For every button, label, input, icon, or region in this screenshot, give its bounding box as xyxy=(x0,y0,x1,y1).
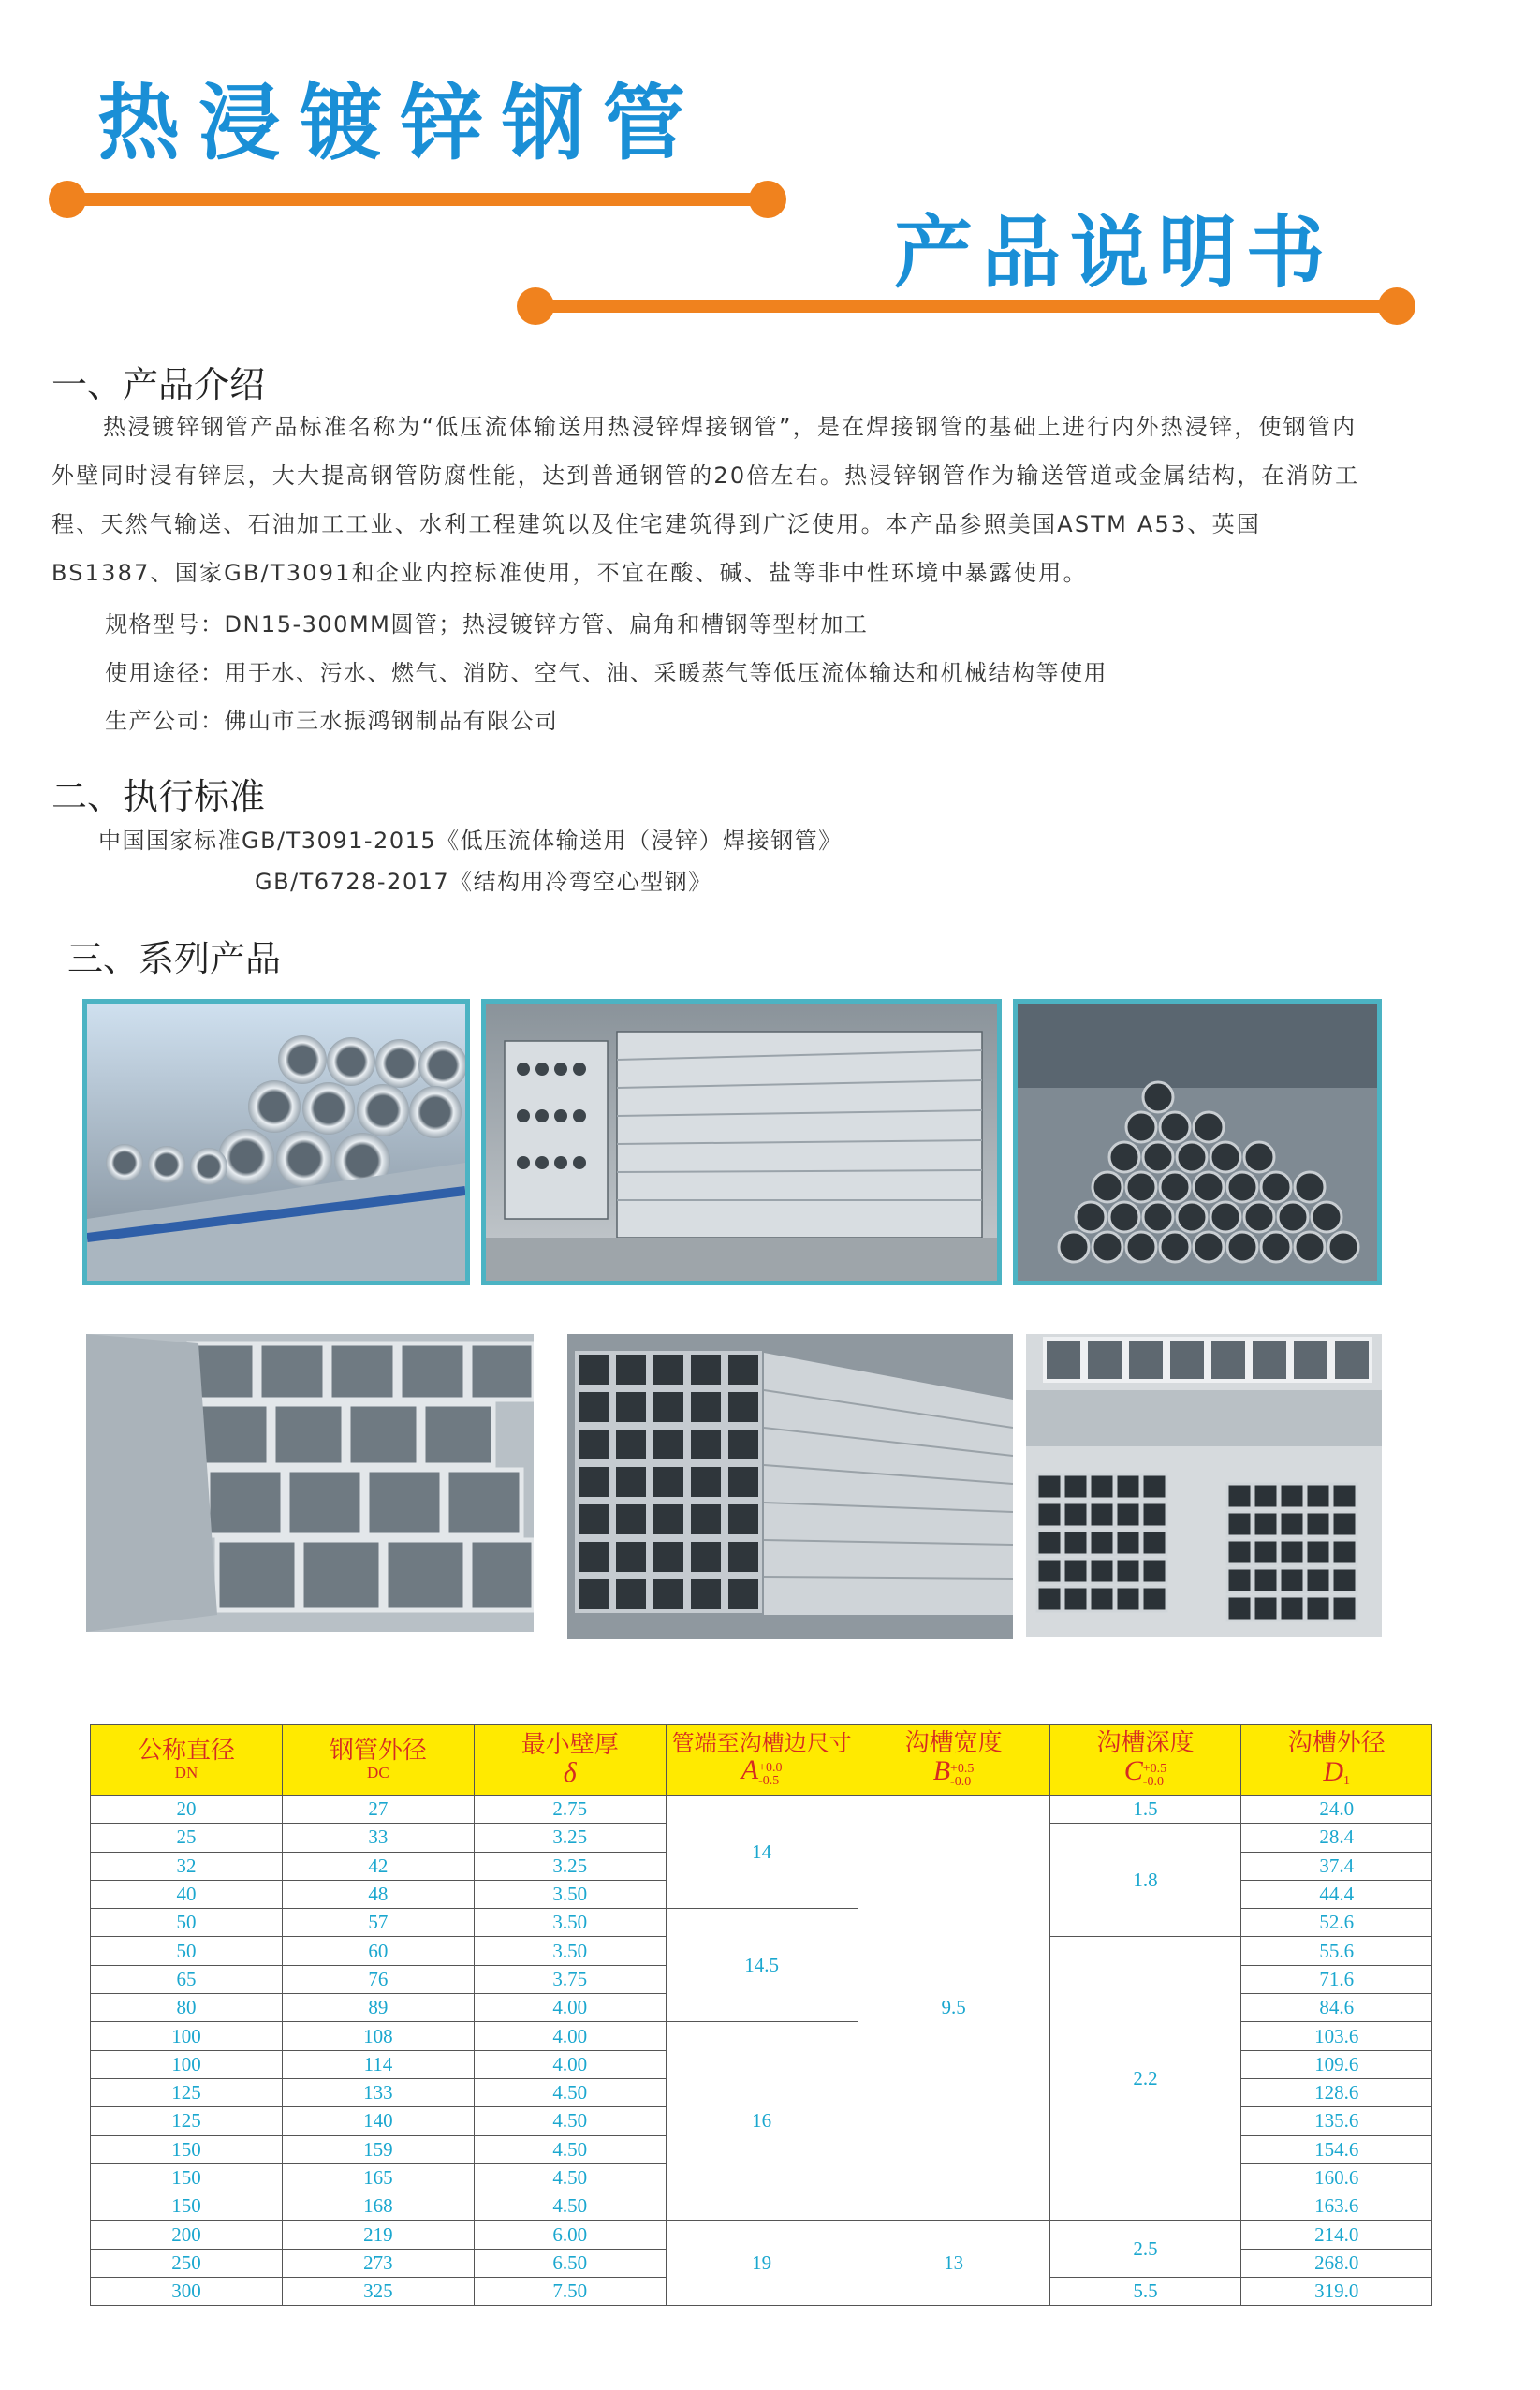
section-heading-standards: 二、执行标准 xyxy=(51,776,266,817)
wall-cell: 4.00 xyxy=(474,1994,666,2022)
wall-cell: 4.50 xyxy=(474,2107,666,2135)
wall-cell: 2.75 xyxy=(474,1796,666,1824)
dc-cell: 89 xyxy=(282,1994,474,2022)
document-title: 热浸镀锌钢管 xyxy=(97,75,705,171)
standard-item: GB/T6728-2017《结构用冷弯空心型钢》 xyxy=(255,869,712,895)
decorative-dot xyxy=(749,181,786,218)
dc-cell: 140 xyxy=(282,2107,474,2135)
wall-cell: 4.50 xyxy=(474,2163,666,2192)
dc-cell: 42 xyxy=(282,1852,474,1880)
c-cell: 2.2 xyxy=(1049,1937,1241,2221)
d1-cell: 214.0 xyxy=(1241,2221,1432,2249)
dc-cell: 57 xyxy=(282,1909,474,1937)
d1-cell: 71.6 xyxy=(1241,1965,1432,1993)
table-row xyxy=(91,1796,1432,1824)
wall-cell: 6.00 xyxy=(474,2221,666,2249)
square-tube-photo xyxy=(86,1334,534,1632)
dn-cell: 150 xyxy=(91,2135,283,2163)
a-cell: 14 xyxy=(666,1796,858,1909)
d1-cell: 103.6 xyxy=(1241,2022,1432,2050)
intro-paragraph: 热浸镀锌钢管产品标准名称为“低压流体输送用热浸锌焊接钢管”，是在焊接钢管的基础上进行内外热浸锌，使钢管内外壁同时浸有锌层，大大提高钢管防腐性能，达到普通钢管的20倍左右。热浸锌钢管作为输送管道或金属结构，在消防工程、天然气输送、石油加工工业、水利工程建筑以及住宅建筑得到广泛使用。本产品参照美国ASTM A53、英国BS1387、国家GB/T3091和企业内控标准使用，不宜在酸、碱、盐等非中性环境中暴露使用。 xyxy=(51,414,1360,586)
dn-cell: 125 xyxy=(91,2078,283,2106)
dn-cell: 100 xyxy=(91,2050,283,2078)
standard-item: 中国国家标准GB/T3091-2015《低压流体输送用（浸锌）焊接钢管》 xyxy=(98,828,843,854)
dc-cell: 60 xyxy=(282,1937,474,1965)
header-c: 沟槽深度 C +0.5 -0.0 xyxy=(1049,1725,1241,1796)
square-bundles-photo xyxy=(1026,1334,1382,1637)
d1-cell: 55.6 xyxy=(1241,1937,1432,1965)
dn-cell: 150 xyxy=(91,2192,283,2221)
c-cell: 5.5 xyxy=(1049,2278,1241,2306)
wall-cell: 4.00 xyxy=(474,2022,666,2050)
dn-cell: 25 xyxy=(91,1824,283,1852)
c-cell: 2.5 xyxy=(1049,2221,1241,2278)
wall-cell: 6.50 xyxy=(474,2249,666,2277)
wall-cell: 3.25 xyxy=(474,1852,666,1880)
dc-cell: 48 xyxy=(282,1880,474,1908)
d1-cell: 163.6 xyxy=(1241,2192,1432,2221)
wall-cell: 4.50 xyxy=(474,2078,666,2106)
d1-cell: 135.6 xyxy=(1241,2107,1432,2135)
document-subtitle: 产品说明书 xyxy=(894,207,1335,299)
section-heading-products: 三、系列产品 xyxy=(67,938,282,979)
groove-spec-table xyxy=(90,1724,1432,2306)
dn-cell: 32 xyxy=(91,1852,283,1880)
b-cell: 9.5 xyxy=(858,1796,1049,2221)
dc-cell: 114 xyxy=(282,2050,474,2078)
d1-cell: 44.4 xyxy=(1241,1880,1432,1908)
dn-cell: 150 xyxy=(91,2163,283,2192)
dc-cell: 273 xyxy=(282,2249,474,2277)
d1-cell: 319.0 xyxy=(1241,2278,1432,2306)
a-cell: 14.5 xyxy=(666,1909,858,2022)
decorative-dot xyxy=(517,287,554,325)
table-header-row xyxy=(91,1725,1432,1796)
dc-cell: 33 xyxy=(282,1824,474,1852)
wall-cell: 3.25 xyxy=(474,1824,666,1852)
wall-cell: 3.50 xyxy=(474,1937,666,1965)
d1-cell: 37.4 xyxy=(1241,1852,1432,1880)
dn-cell: 80 xyxy=(91,1994,283,2022)
b-cell: 13 xyxy=(858,2221,1049,2306)
header-a: 管端至沟槽边尺寸 A +0.0 -0.5 xyxy=(666,1725,858,1796)
wall-cell: 4.50 xyxy=(474,2192,666,2221)
d1-cell: 52.6 xyxy=(1241,1909,1432,1937)
header-b: 沟槽宽度 B +0.5 -0.0 xyxy=(858,1725,1049,1796)
dc-cell: 165 xyxy=(282,2163,474,2192)
wall-cell: 3.75 xyxy=(474,1965,666,1993)
decorative-dot xyxy=(1378,287,1415,325)
c-cell: 1.5 xyxy=(1049,1796,1241,1824)
dc-cell: 168 xyxy=(282,2192,474,2221)
dn-cell: 100 xyxy=(91,2022,283,2050)
d1-cell: 128.6 xyxy=(1241,2078,1432,2106)
d1-cell: 109.6 xyxy=(1241,2050,1432,2078)
wall-cell: 4.50 xyxy=(474,2135,666,2163)
usage-line: 使用途径：用于水、污水、燃气、消防、空气、油、采暖蒸气等低压流体输达和机械结构等使用 xyxy=(105,660,1107,686)
dn-cell: 50 xyxy=(91,1937,283,1965)
dn-cell: 50 xyxy=(91,1909,283,1937)
d1-cell: 268.0 xyxy=(1241,2249,1432,2277)
dn-cell: 65 xyxy=(91,1965,283,1993)
c-cell: 1.8 xyxy=(1049,1824,1241,1937)
dc-cell: 27 xyxy=(282,1796,474,1824)
a-cell: 16 xyxy=(666,2022,858,2221)
dc-cell: 159 xyxy=(282,2135,474,2163)
d1-cell: 154.6 xyxy=(1241,2135,1432,2163)
decorative-bar-top xyxy=(58,193,770,206)
company-line: 生产公司：佛山市三水振鸿钢制品有限公司 xyxy=(105,708,559,734)
dc-cell: 76 xyxy=(282,1965,474,1993)
spec-line: 规格型号：DN15-300MM圆管；热浸镀锌方管、扁角和槽钢等型材加工 xyxy=(105,611,869,638)
dn-cell: 200 xyxy=(91,2221,283,2249)
header-wall: 最小壁厚 δ xyxy=(474,1725,666,1796)
header-d1: 沟槽外径 $D_1$ xyxy=(1241,1725,1432,1796)
wall-cell: 7.50 xyxy=(474,2278,666,2306)
wall-cell: 4.00 xyxy=(474,2050,666,2078)
section-heading-intro: 一、产品介绍 xyxy=(51,364,266,405)
dn-cell: 300 xyxy=(91,2278,283,2306)
decorative-dot xyxy=(49,181,86,218)
dn-cell: 125 xyxy=(91,2107,283,2135)
round-pipe-photo xyxy=(82,999,470,1285)
dc-cell: 325 xyxy=(282,2278,474,2306)
dn-cell: 20 xyxy=(91,1796,283,1824)
d1-cell: 28.4 xyxy=(1241,1824,1432,1852)
d1-cell: 24.0 xyxy=(1241,1796,1432,1824)
wall-cell: 3.50 xyxy=(474,1909,666,1937)
header-dn: 公称直径 DN xyxy=(91,1725,283,1796)
d1-cell: 84.6 xyxy=(1241,1994,1432,2022)
header-dc: 钢管外径 DC xyxy=(282,1725,474,1796)
dc-cell: 219 xyxy=(282,2221,474,2249)
pipe-ends-photo xyxy=(1013,999,1382,1285)
square-bundle-photo xyxy=(567,1334,1013,1639)
pipe-stack-photo xyxy=(481,999,1002,1285)
dc-cell: 133 xyxy=(282,2078,474,2106)
dc-cell: 108 xyxy=(282,2022,474,2050)
table-row xyxy=(91,2221,1432,2249)
wall-cell: 3.50 xyxy=(474,1880,666,1908)
dn-cell: 40 xyxy=(91,1880,283,1908)
decorative-bar-bottom xyxy=(530,300,1406,313)
d1-cell: 160.6 xyxy=(1241,2163,1432,2192)
dn-cell: 250 xyxy=(91,2249,283,2277)
a-cell: 19 xyxy=(666,2221,858,2306)
